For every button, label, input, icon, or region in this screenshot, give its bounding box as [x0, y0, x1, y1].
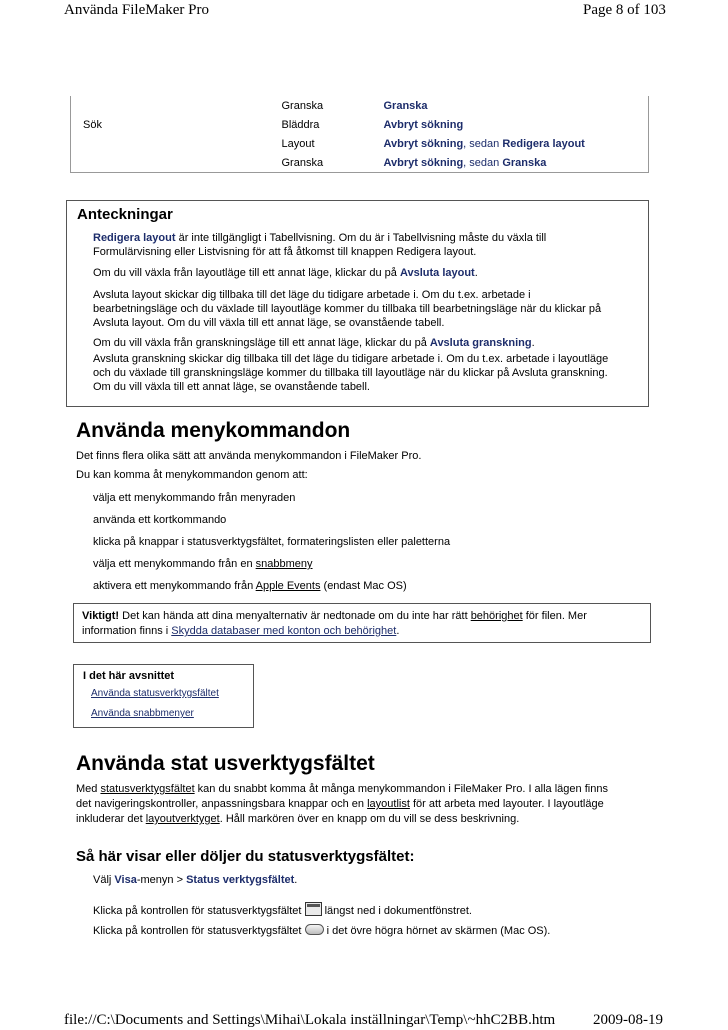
action-label: Granska	[383, 99, 428, 112]
status-text: det navigeringskontroller, anpassningsbara knappar och en	[76, 798, 368, 810]
list-item	[93, 558, 313, 570]
section-heading-status: Använda stat usverktygsfältet	[76, 752, 375, 775]
important-box	[73, 603, 651, 643]
important-line: .	[396, 625, 400, 637]
status-toolbar-icon	[305, 902, 322, 916]
table-cell-label	[71, 153, 282, 173]
action-suffix: , sedan	[463, 156, 503, 169]
step-text: Klicka på kontrollen för statusverktygsfältet	[93, 905, 305, 917]
table-cell-mode: Granska	[281, 156, 324, 169]
action-label: Avbryt sökning	[383, 156, 464, 169]
statusverktygsfaltet-link[interactable]: statusverktygsfältet	[100, 783, 195, 795]
note-bold: Avsluta granskning	[429, 337, 532, 349]
pill-toggle-icon	[305, 924, 324, 935]
important-line: för filen. Mer	[522, 610, 587, 622]
document-title: Använda FileMaker Pro	[64, 2, 209, 18]
apple-events-link[interactable]: Apple Events	[255, 580, 321, 592]
list-item-text: (endast Mac OS)	[320, 580, 407, 592]
note-paragraph	[93, 267, 478, 279]
note-paragraph	[93, 337, 535, 349]
list-item: välja ett menykommando från menyraden	[93, 492, 296, 504]
skydda-databaser-link[interactable]: Skydda databaser med konton och behörighet	[171, 625, 397, 637]
list-item: använda ett kortkommando	[93, 514, 227, 526]
step-text: Välj	[93, 874, 115, 886]
status-text: kan du snabbt komma åt många menykommandon i FileMaker Pro. I alla lägen finns	[194, 783, 608, 795]
notes-box	[66, 200, 649, 407]
layoutlist-link[interactable]: layoutlist	[367, 798, 410, 810]
table-row	[71, 134, 649, 153]
modes-table	[70, 96, 649, 173]
link-statusverktygsfaltet[interactable]: Använda statusverktygsfältet	[91, 688, 219, 699]
note-text: Om du vill växla till ett annat läge, se ovanstående tabell.	[93, 381, 370, 393]
list-item-text: välja ett menykommando från en	[93, 558, 256, 570]
table-row	[71, 115, 649, 134]
note-text: Om du vill växla från granskningsläge till ett annat läge, klickar du på	[93, 337, 430, 349]
action-suffix: , sedan	[463, 137, 503, 150]
important-line: information finns i	[82, 625, 172, 637]
action-label: Avbryt sökning	[383, 118, 464, 131]
step-text: längst ned i dokumentfönstret.	[321, 905, 472, 917]
step-text: i det övre högra hörnet av skärmen (Mac OS).	[323, 925, 551, 937]
step-1	[93, 874, 297, 886]
in-this-section-heading: I det här avsnittet	[83, 670, 175, 682]
table-cell-label	[71, 134, 282, 153]
table-cell-action	[384, 153, 649, 173]
step-text: -menyn >	[136, 874, 187, 886]
snabbmeny-link[interactable]: snabbmeny	[255, 558, 313, 570]
status-text: . Håll markören över en knapp om du vill se dess beskrivning.	[219, 813, 520, 825]
note-text: Om du vill växla från layoutläge till ett annat läge, klickar du på	[93, 267, 400, 279]
visa-menu-label: Visa	[114, 874, 137, 886]
table-cell-action	[384, 134, 649, 153]
action-label: Avbryt sökning	[383, 137, 464, 150]
table-row	[71, 96, 649, 115]
important-line: Det kan hända att dina menyalternativ är nedtonade om du inte har rätt	[119, 610, 471, 622]
note-paragraph	[93, 231, 546, 259]
table-cell-mode: Granska	[281, 99, 324, 112]
important-label: Viktigt!	[82, 610, 120, 622]
table-cell-mode: Layout	[281, 137, 315, 150]
status-paragraph	[76, 782, 608, 827]
note-text: Avsluta layout. Om du vill växla till ett annat läge, se ovanstående tabell.	[93, 317, 445, 329]
note-text: är inte tillgängligt i Tabellvisning. Om du är i Tabellvisning måste du växla till	[175, 232, 547, 244]
note-paragraph	[93, 352, 608, 394]
note-paragraph	[93, 288, 601, 330]
note-text: Avsluta layout skickar dig tillbaka till det läge du tidigare arbetade i. Om du t.ex. arbetade i	[93, 289, 531, 301]
step-text: .	[294, 874, 298, 886]
status-text: inkluderar det	[76, 813, 146, 825]
table-cell-label: Sök	[83, 118, 102, 131]
step-2	[93, 902, 472, 917]
status-toolbar-menu-label: Status verktygsfältet	[186, 874, 295, 886]
note-text: Avsluta granskning skickar dig tillbaka till det läge du tidigare arbetade i. Om du t.ex. arbetade i layoutläge	[93, 353, 609, 365]
note-text: bearbetningsläge och du växlade till layoutläge kommer du tillbaka till bearbetningsläge när du klickar på	[93, 303, 602, 315]
important-text	[82, 609, 587, 639]
page-number: Page 8 of 103	[583, 2, 666, 18]
status-text: för att arbeta med layouter. I layoutläge	[409, 798, 604, 810]
action-suffix-bold: Granska	[502, 156, 547, 169]
list-item	[93, 580, 407, 592]
link-snabbmenyer[interactable]: Använda snabbmenyer	[91, 708, 194, 719]
in-this-section-box	[73, 664, 254, 728]
table-cell-action	[384, 96, 649, 115]
table-row	[71, 153, 649, 173]
note-bold: Avsluta layout	[399, 267, 475, 279]
footer-date: 2009-08-19	[593, 1012, 663, 1028]
list-item: klicka på knappar i statusverktygsfältet, formateringslisten eller paletterna	[93, 536, 451, 548]
note-text: .	[531, 337, 535, 349]
intro-text: Det finns flera olika sätt att använda menykommandon i FileMaker Pro.	[76, 450, 422, 462]
note-bold: Redigera layout	[93, 232, 176, 244]
footer-path: file://C:\Documents and Settings\Mihai\Lokala inställningar\Temp\~hhC2BB.htm	[64, 1012, 556, 1028]
notes-heading: Anteckningar	[77, 206, 173, 223]
table-cell-label	[71, 96, 282, 115]
status-text: Med	[76, 783, 101, 795]
behorighet-link[interactable]: behörighet	[470, 610, 523, 622]
note-text: .	[474, 267, 478, 279]
layoutverktyget-link[interactable]: layoutverktyget	[145, 813, 220, 825]
step-text: Klicka på kontrollen för statusverktygsfältet	[93, 925, 305, 937]
section-heading-menu: Använda menykommandon	[76, 419, 351, 442]
step-3	[93, 924, 550, 937]
action-suffix-bold: Redigera layout	[502, 137, 585, 150]
list-item-text: aktivera ett menykommando från	[93, 580, 256, 592]
howto-heading: Så här visar eller döljer du statusverktygsfältet:	[76, 848, 415, 865]
note-text: och du växlade till granskningsläge kommer du tillbaka till layoutläge när du klickar på Avsluta granskning.	[93, 367, 608, 379]
intro-text: Du kan komma åt menykommandon genom att:	[76, 469, 308, 481]
table-cell-action	[384, 115, 649, 134]
table-cell-mode: Bläddra	[281, 118, 320, 131]
note-text: Formulärvisning eller Listvisning för att få åtkomst till knappen Redigera layout.	[93, 246, 477, 258]
